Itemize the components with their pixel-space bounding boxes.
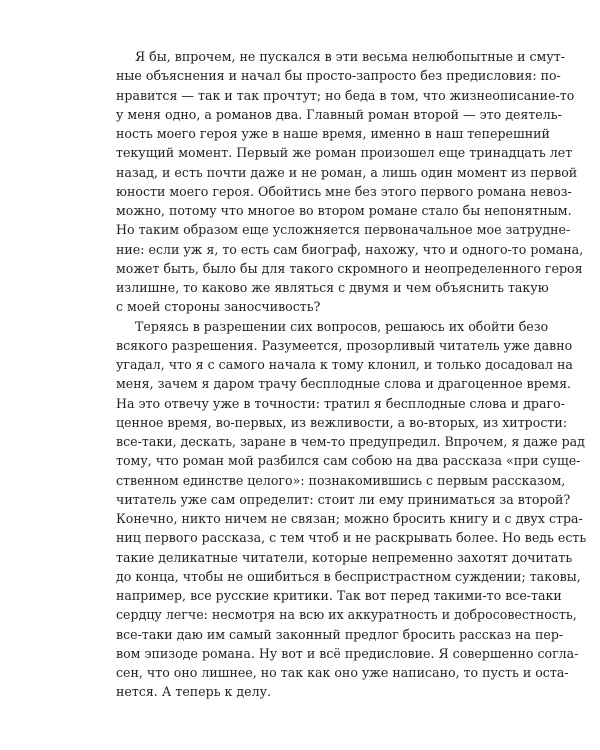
text-line: текущий момент. Первый же роман произошел еще тринадцать лет [116,145,573,161]
text-line: может быть, было бы для такого скромного и неопределенного героя [116,260,583,276]
text-line: угадал, что я с самого начала к тому клонил, и только досадовал на [116,357,573,372]
text-line: назад, и есть почти даже и не роман, а лишь один момент из первой [116,164,578,180]
text-line: меня, зачем я даром трачу бесплодные слова и драгоценное время. [116,376,572,392]
text-line: сен, что оно лишнее, но так как оно уже написано, то пусть и оста- [116,665,569,680]
text-line: ниц первого рассказа, с тем чтоб и не раскрывать более. Но ведь есть [116,530,587,546]
text-line: Я бы, впрочем, не пускался в эти весьма нелюбопытные и смут- [135,49,565,64]
paragraph [116,47,584,317]
text-line: такие деликатные читатели, которые непременно захотят дочитать [116,549,573,565]
text-line: юности моего героя. Обойтись мне без этого первого романа невоз- [116,183,572,199]
text-line: излишне, то каково же являться с двумя и чем объяснить такую [116,280,549,295]
text-line: Конечно, никто ничем не связан; можно бросить книгу и с двух стра- [116,511,583,526]
text-line: все-таки даю им самый законный предлог бросить рассказ на пер- [116,626,564,642]
text-line: ные объяснения и начал бы просто-запросто без предисловия: по- [116,68,561,84]
text-line: у меня одно, а романов два. Главный роман второй — это деятель- [116,106,562,122]
text-line: например, все русские критики. Так вот перед такими-то все-таки [116,588,562,603]
text-line: ние: если уж я, то есть сам биограф, нахожу, что и одного-то романа, [116,241,584,257]
text-line: нется. А теперь к делу. [116,684,272,700]
text-line: все-таки, дескать, заране в чем-то предупредил. Впрочем, я даже рад [116,434,585,449]
body-text [116,47,587,702]
text-line: можно, потому что многое во втором романе стало бы непонятным. [116,203,572,218]
text-line: ценное время, во-первых, из вежливости, а во-вторых, из хитрости: [116,414,567,430]
text-line: до конца, чтобы не ошибиться в беспристрастном суждении; таковы, [116,568,581,584]
text-line: с моей стороны заносчивость? [116,299,321,315]
text-line: ность моего героя уже в наше время, именно в наш теперешний [116,126,550,141]
text-line: всякого разрешения. Разумеется, прозорливый читатель уже давно [116,337,573,353]
text-line: сердцу легче: несмотря на всю их аккуратность и добросовестность, [116,607,577,623]
text-line: вом эпизоде романа. Ну вот и всё предисловие. Я совершенно согла- [116,645,579,661]
text-line: ственном единстве целого»: познакомившись с первым рассказом, [116,472,566,488]
text-line: Теряясь в разрешении сих вопросов, решаюсь их обойти безо [135,318,549,334]
text-line: Но таким образом еще усложняется первоначальное мое затрудне- [116,222,571,238]
text-line: читатель уже сам определит: стоит ли ему приниматься за второй? [116,491,571,507]
text-line: На это отвечу уже в точности: тратил я бесплодные слова и драго- [116,395,565,411]
paragraph [116,317,587,702]
text-line: тому, что роман мой разбился сам собою на два рассказа «при суще- [116,453,581,469]
text-line: нравится — так и так прочтут; но беда в том, что жизнеописание-то [116,87,575,103]
